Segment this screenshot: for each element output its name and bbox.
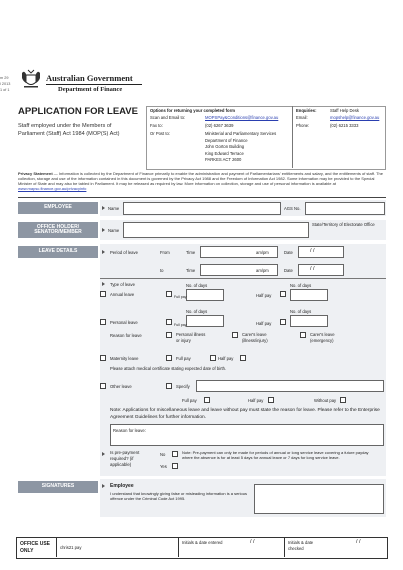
personal-full-days-input[interactable] <box>186 315 224 327</box>
chris21-label: chris21 pay <box>60 545 82 550</box>
personal-leave-checkbox[interactable] <box>100 319 106 325</box>
prepay-question: Is pre-payment required? (if applicable) <box>110 450 140 467</box>
specify-input[interactable] <box>196 380 384 392</box>
type-label: Type of leave <box>110 282 135 287</box>
other-without-pay-checkbox[interactable] <box>340 397 346 403</box>
phone-value: (02) 6215 3333 <box>330 123 359 128</box>
post-address: Ministerial and Parliamentary Services Department of Finance John Gorton Building King Edward Terrace PARKES ACT 2600 <box>205 131 277 162</box>
maternity-extra-checkbox[interactable] <box>240 355 246 361</box>
reason-for-leave-label: Reason for leave: <box>113 428 146 433</box>
from-date-label: Date <box>284 250 293 255</box>
section-leave-details: LEAVE DETAILS <box>18 246 98 258</box>
reason-label: Reason for leave <box>110 333 142 338</box>
declaration-text: I understand that knowingly giving false or misleading information is a serious offence under the Criminal Code Act 1995. <box>110 491 247 501</box>
other-label: Other leave <box>110 384 132 389</box>
personal-illness-checkbox[interactable] <box>166 332 172 338</box>
to-time-label: Time <box>186 268 196 273</box>
annual-full-days-input[interactable] <box>186 289 224 301</box>
section-signatures: SIGNATURES <box>18 481 98 493</box>
to-date-label: Date <box>284 268 293 273</box>
ags-no-label: AGS No. <box>284 206 301 211</box>
employee-name-input[interactable] <box>123 202 281 215</box>
maternity-half-pay-checkbox[interactable] <box>210 355 216 361</box>
from-date-input[interactable] <box>298 246 344 258</box>
annual-full-pay-checkbox[interactable] <box>166 291 172 297</box>
privacy-statement: Privacy Statement — Information is collected by the Department of Finance primarily to enable the administration and payment of Parliamentarians' entitlements and salary, and the entitlements of staff. The collection, storage and use of the information contained in this document is governed by the Privacy Act 1988 and the Freedom of Information Act 1982. Some information may be provided to the Special Minister of State and may also be tabled in Parliament. It may be released as required by law. More information on collection, storage and use of personal information is available at www.mapsc.finance.gov.au/privacyinfo <box>18 171 383 191</box>
personal-half-days-input[interactable] <box>290 315 328 327</box>
prepay-yes-checkbox[interactable] <box>172 463 178 469</box>
other-half-pay-checkbox[interactable] <box>268 397 274 403</box>
fax-label: Fax to: <box>150 123 163 128</box>
annual-half-days-input[interactable] <box>290 289 328 301</box>
post-label: Or Post to: <box>150 131 171 136</box>
prepay-note: Note: Pre-payment can only be made for periods of annual or long service leave covering a future payday where the absence is for at least 5 days for annual leave or 7 days for long service leave. <box>182 450 369 460</box>
coat-of-arms-icon <box>20 68 42 90</box>
enquiries-label: Enquiries: <box>296 108 317 113</box>
from-label: From <box>160 250 170 255</box>
form-code: m 29 l 2013 1 of 1 <box>0 76 11 92</box>
employee-signature-label: Employee <box>110 483 134 489</box>
annual-half-pay-checkbox[interactable] <box>280 291 286 297</box>
carers-illness-checkbox[interactable] <box>232 332 238 338</box>
dept-title: Department of Finance <box>58 86 123 93</box>
email-label: Email: <box>296 115 308 120</box>
gov-title: Australian Government <box>46 73 133 83</box>
maternity-note: Please attach medical certificate stating expected date of birth. <box>110 366 227 371</box>
carers-emergency-checkbox[interactable] <box>300 332 306 338</box>
maternity-checkbox[interactable] <box>100 355 106 361</box>
personal-full-pay-checkbox[interactable] <box>166 319 172 325</box>
page-title: APPLICATION FOR LEAVE <box>18 106 138 117</box>
to-date-input[interactable] <box>298 264 344 276</box>
office-holder-name-label: Name <box>108 228 120 233</box>
from-ampm: am/pm <box>256 250 269 255</box>
fax-value: (02) 6267 3639 <box>205 123 234 128</box>
initials-checked-label: Initials & date checked <box>288 540 314 551</box>
specify-checkbox[interactable] <box>166 383 172 389</box>
enquiries-value: Staff Help Desk <box>330 108 360 113</box>
from-time-label: Time <box>186 250 196 255</box>
scan-email-link[interactable]: MOPSPay&Conditions@finance.gov.au <box>205 115 279 120</box>
section-office-holder: OFFICE HOLDER/ SENATOR/MEMBER <box>18 222 98 238</box>
section-employee: EMPLOYEE <box>18 202 98 214</box>
page-subtitle: Staff employed under the Members of Parliament (Staff) Act 1984 (MOP(S) Act) <box>18 123 120 137</box>
maternity-full-pay-checkbox[interactable] <box>166 355 172 361</box>
initials-entered-label: Initials & date entered <box>182 540 223 545</box>
employee-name-label: Name <box>108 206 120 211</box>
misc-leave-note: Note: Applications for miscellaneous leave and leave without pay must state the reason for leave. Please refer to the Enterprise Agreement Guidelines for further information. <box>110 408 380 420</box>
to-ampm: am/pm <box>256 268 269 273</box>
state-label: State/Territory of Electorate Office <box>312 222 375 227</box>
office-use-label: OFFICE USE ONLY <box>20 541 51 554</box>
options-heading: Options for returning your completed form <box>150 108 235 113</box>
personal-half-pay-checkbox[interactable] <box>280 319 286 325</box>
phone-label: Phone: <box>296 123 310 128</box>
scan-label: Scan and Email to: <box>150 115 186 120</box>
to-label: to <box>160 268 164 273</box>
other-leave-checkbox[interactable] <box>100 383 106 389</box>
office-holder-name-input[interactable] <box>123 222 309 238</box>
privacy-link[interactable]: www.mapsc.finance.gov.au/privacyinfo <box>18 186 87 191</box>
annual-label: Annual leave <box>110 292 135 297</box>
period-label: Period of leave <box>110 250 138 255</box>
annual-leave-checkbox[interactable] <box>100 291 106 297</box>
employee-signature-input[interactable] <box>254 484 384 514</box>
prepay-no-checkbox[interactable] <box>172 451 178 457</box>
personal-label: Personal leave <box>110 320 138 325</box>
other-full-pay-checkbox[interactable] <box>204 397 210 403</box>
maternity-label: Maternity leave <box>110 356 139 361</box>
reason-for-leave-input[interactable] <box>110 424 384 446</box>
help-email-link[interactable]: mopshelp@finance.gov.au <box>330 115 380 120</box>
ags-no-input[interactable] <box>305 202 385 215</box>
